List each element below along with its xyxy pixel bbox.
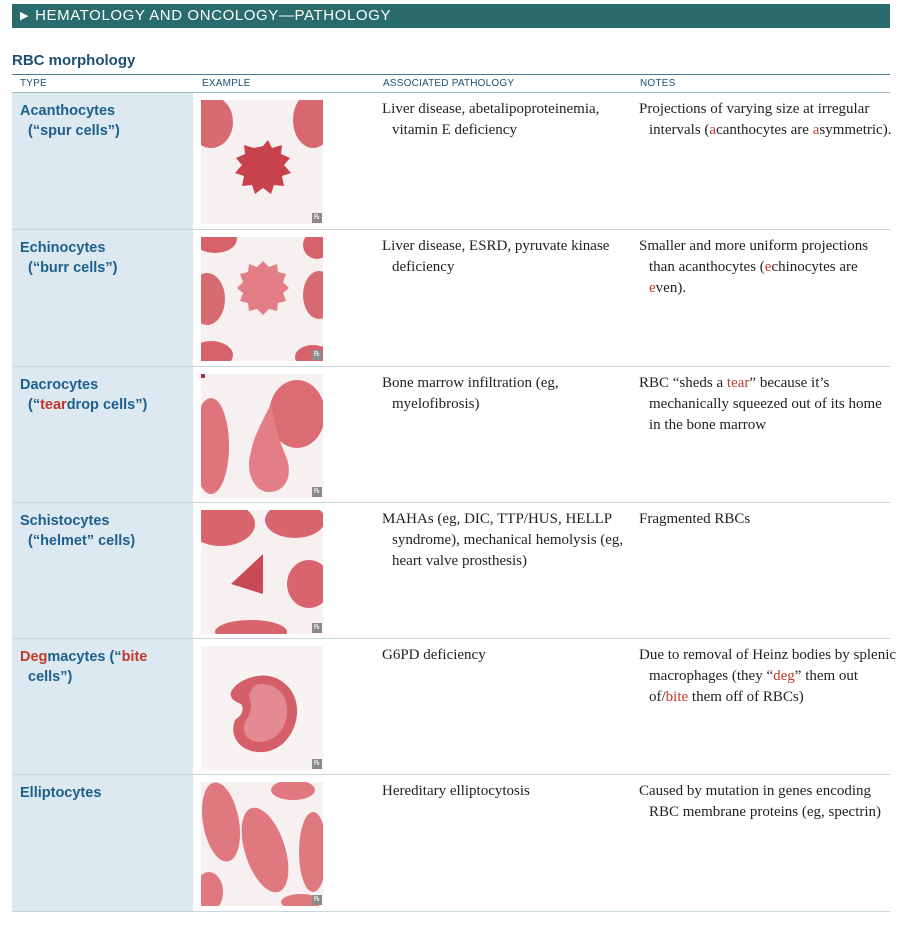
page-title: RBC morphology [12,52,136,69]
type-name [20,511,190,551]
table-row [12,367,890,503]
type-name [20,647,190,687]
type-line1: Elliptocytes [20,785,102,801]
example-image [201,510,323,634]
notes-highlight: a [709,122,717,138]
column-header-example: EXAMPLE [202,78,251,89]
type-line2: (“spur cells”) [28,123,120,139]
pathology-text: Liver disease, ESRD, pyruvate kinase deficiency [382,238,610,275]
notes-part: Smaller and more uniform projections than acanthocytes ( [639,238,869,275]
type-line1: Acanthocytes [20,103,116,119]
type-cell [12,367,193,502]
right-triangle-icon: ▶ [20,10,30,22]
notes-part: Projections of varying size at irregular intervals ( [639,101,870,138]
notes-part: ven). [655,280,687,296]
type-name [20,375,190,415]
table-row [12,639,897,775]
notes-text: Caused by mutation in genes encoding RBC membrane proteins (eg, spectrin) [639,783,882,820]
notes-highlight: a [812,122,820,138]
table-row [12,775,890,912]
column-header-type: TYPE [20,78,47,89]
table-column-headers [12,74,890,93]
type-highlight: Deg [20,649,48,665]
notes-part: chinocytes are [771,259,858,275]
notes-highlight: e [649,280,656,296]
notes-text [639,645,897,708]
watermark-logo: ℞ [313,624,321,631]
type-line1: Echinocytes [20,240,106,256]
column-header-pathology: ASSOCIATED PATHOLOGY [383,78,515,89]
type-line2: cells”) [28,669,73,685]
notes-highlight: tear [726,375,750,391]
column-header-notes: NOTES [640,78,676,89]
type-part: drop cells”) [66,397,148,413]
notes-part: Due to removal of Heinz bodies by splenic macrophages (they “ [639,647,897,684]
type-cell [12,230,193,366]
type-line2: (“burr cells”) [28,260,118,276]
notes-highlight: deg [773,668,795,684]
table-row [12,93,890,230]
type-line1: Schistocytes [20,513,110,529]
type-cell [12,503,193,638]
type-part: macytes (“ [47,649,122,665]
type-cell [12,775,193,911]
notes-text [639,236,897,299]
notes-text: Fragmented RBCs [639,511,751,527]
pathology-text: MAHAs (eg, DIC, TTP/HUS, HELLP syndrome), mechanical hemolysis (eg, heart valve prosthesis) [382,511,624,569]
type-line2: (“helmet” cells) [28,533,136,549]
notes-part: canthocytes are [716,122,813,138]
notes-part: ” because it’s mechanically squeezed out of its home in the bone marrow [649,375,882,433]
type-line1: Dacrocytes [20,377,99,393]
notes-part: ” them out of/ [649,668,859,705]
notes-highlight: bite [665,689,689,705]
watermark-logo: ℞ [313,214,321,221]
type-name [20,783,190,803]
notes-text [639,99,897,141]
watermark-logo: ℞ [313,896,321,903]
type-highlight: tear [40,397,67,413]
section-header-text: HEMATOLOGY AND ONCOLOGY—PATHOLOGY [35,7,392,24]
table-row [12,230,890,367]
pathology-text: Liver disease, abetalipoproteinemia, vitamin E deficiency [382,101,600,138]
notes-part: symmetric). [819,122,892,138]
type-line1 [20,649,147,665]
notes-text [639,373,897,436]
type-name [20,238,190,278]
watermark-logo: ℞ [313,351,321,358]
watermark-logo: ℞ [313,760,321,767]
watermark-logo: ℞ [313,488,321,495]
notes-part: them off of RBCs) [688,689,804,705]
table-row [12,503,890,639]
type-cell [12,639,193,774]
type-line2 [20,395,190,415]
notes-part: RBC “sheds a [639,375,727,391]
type-name [20,101,190,141]
pathology-text: Hereditary elliptocytosis [382,783,530,799]
example-image [201,100,323,224]
pathology-text: G6PD deficiency [382,647,486,663]
example-image [201,646,323,770]
type-cell [12,93,193,229]
example-image [201,782,323,906]
example-image [201,374,323,498]
example-image [201,237,323,361]
type-part: (“ [28,397,41,413]
notes-highlight: e [764,259,772,275]
type-highlight: bite [121,649,148,665]
pathology-text: Bone marrow infiltration (eg, myelofibrosis) [382,375,559,412]
section-header-bar [12,4,890,28]
